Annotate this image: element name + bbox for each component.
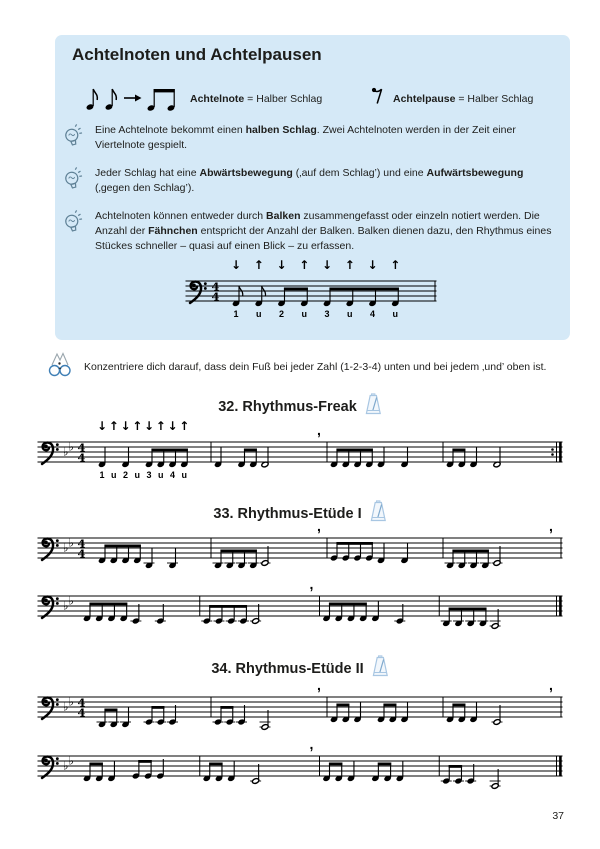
svg-text:♭: ♭ bbox=[68, 753, 74, 768]
tip-row bbox=[62, 209, 562, 254]
svg-text:u: u bbox=[392, 309, 398, 319]
svg-text:↑: ↑ bbox=[344, 258, 355, 272]
svg-text:1: 1 bbox=[233, 309, 239, 319]
staff-system-intro bbox=[185, 255, 437, 323]
exercise-32-title: 32. Rhythmus-Freak bbox=[218, 398, 357, 415]
svg-text:♭: ♭ bbox=[68, 439, 74, 454]
svg-text:4: 4 bbox=[211, 289, 220, 304]
svg-text:,: , bbox=[317, 677, 321, 693]
staff-system-33-line2 bbox=[37, 576, 563, 636]
svg-text:4: 4 bbox=[211, 279, 220, 294]
theory-infobox bbox=[55, 35, 570, 340]
staff-system-33-line1 bbox=[37, 518, 563, 578]
svg-text:,: , bbox=[549, 518, 553, 534]
svg-text:,: , bbox=[317, 518, 321, 534]
svg-text:4: 4 bbox=[77, 440, 86, 455]
svg-text:3: 3 bbox=[324, 309, 330, 319]
note-term: Achtelnote bbox=[190, 93, 245, 105]
eighth-note-label bbox=[190, 93, 322, 105]
eighth-notes-graphic bbox=[83, 81, 183, 122]
svg-text:u: u bbox=[301, 309, 307, 319]
svg-text:4: 4 bbox=[77, 546, 86, 561]
focus-note-text: Konzentriere dich darauf, dass dein Fuß bei jeder Zahl (1-2-3-4) unten und bei jedem ‚und’ oben ist. bbox=[84, 360, 547, 373]
mascot-glasses-icon bbox=[46, 349, 73, 384]
svg-text:↓: ↓ bbox=[367, 258, 378, 272]
rest-definition: = Halber Schlag bbox=[455, 93, 534, 105]
svg-text:4: 4 bbox=[369, 309, 376, 319]
svg-text:u: u bbox=[347, 309, 353, 319]
note-definition: = Halber Schlag bbox=[244, 93, 323, 105]
svg-text:↑: ↑ bbox=[108, 419, 119, 433]
svg-text:↓: ↓ bbox=[321, 258, 333, 272]
svg-text:↑: ↑ bbox=[179, 419, 190, 433]
focus-note-row bbox=[46, 349, 546, 384]
infobox-title: Achtelnoten und Achtelpausen bbox=[72, 45, 322, 64]
svg-text:♭: ♭ bbox=[63, 540, 69, 555]
svg-text:↑: ↑ bbox=[390, 258, 401, 272]
svg-text:♭: ♭ bbox=[68, 593, 74, 608]
svg-text:u: u bbox=[181, 470, 187, 480]
staff-system-34-line1 bbox=[37, 677, 563, 737]
svg-text:↓: ↓ bbox=[143, 419, 155, 433]
svg-text:↓: ↓ bbox=[276, 258, 287, 272]
svg-text:4: 4 bbox=[77, 450, 86, 465]
svg-text:♭: ♭ bbox=[63, 699, 69, 714]
svg-text:,: , bbox=[309, 576, 314, 592]
tip-text: Eine Achtelnote bekommt einen halben Schlag. Zwei Achtelnoten werden in der Zeit einer Viertelnote gespielt. bbox=[95, 124, 516, 151]
exercise-33-title: 33. Rhythmus-Etüde I bbox=[213, 505, 362, 522]
svg-text:,: , bbox=[309, 736, 314, 752]
page-number: 37 bbox=[552, 810, 564, 822]
svg-text:3: 3 bbox=[146, 470, 152, 480]
svg-text:u: u bbox=[111, 470, 117, 480]
tip-text: Jeder Schlag hat eine Abwärtsbewegung (‚auf dem Schlag’) und eine Aufwärtsbewegung (‚gegen den Schlag’). bbox=[95, 167, 524, 194]
svg-text:♭: ♭ bbox=[68, 535, 74, 550]
svg-text:↓: ↓ bbox=[167, 419, 178, 433]
svg-text:↑: ↑ bbox=[253, 258, 264, 272]
staff-system-34-line2 bbox=[37, 736, 563, 796]
svg-text:4: 4 bbox=[77, 695, 86, 710]
eighth-rest-icon bbox=[371, 85, 385, 112]
svg-text:↑: ↑ bbox=[132, 419, 143, 433]
rest-term: Achtelpause bbox=[393, 93, 456, 105]
lightbulb-icon bbox=[62, 210, 86, 241]
eighth-rest-label bbox=[393, 93, 533, 105]
svg-text:,: , bbox=[317, 422, 321, 438]
svg-text:u: u bbox=[158, 470, 164, 480]
svg-text:♭: ♭ bbox=[63, 598, 69, 613]
tip-row bbox=[62, 166, 562, 198]
svg-text:2: 2 bbox=[278, 309, 285, 319]
svg-text:4: 4 bbox=[77, 536, 86, 551]
svg-text:♭: ♭ bbox=[63, 444, 69, 459]
lightbulb-icon bbox=[62, 124, 86, 155]
svg-text:4: 4 bbox=[169, 470, 176, 480]
svg-text:↑: ↑ bbox=[299, 258, 310, 272]
svg-text:↑: ↑ bbox=[155, 419, 166, 433]
svg-text:↓: ↓ bbox=[96, 419, 108, 433]
tip-text: Achtelnoten können entweder durch Balken zusammengefasst oder einzeln notiert werden. Die Anzahl der Fähnchen entspricht der Anzahl der Balken. Balken dienen dazu, den Rhythmus eines Stückes schneller – quasi auf einen Blick – zu erfassen. bbox=[95, 210, 552, 252]
tip-row bbox=[62, 123, 562, 155]
lightbulb-icon bbox=[62, 167, 86, 198]
svg-text:2: 2 bbox=[122, 470, 129, 480]
svg-text:u: u bbox=[134, 470, 140, 480]
svg-text:♭: ♭ bbox=[68, 694, 74, 709]
exercise-34-title: 34. Rhythmus-Etüde II bbox=[211, 660, 364, 677]
svg-text:4: 4 bbox=[77, 705, 86, 720]
svg-text:♭: ♭ bbox=[63, 758, 69, 773]
staff-system-32 bbox=[37, 416, 563, 484]
svg-text:↓: ↓ bbox=[120, 419, 131, 433]
svg-text:1: 1 bbox=[99, 470, 105, 480]
svg-text:↓: ↓ bbox=[230, 258, 242, 272]
svg-text:u: u bbox=[256, 309, 262, 319]
svg-text:,: , bbox=[549, 677, 553, 693]
